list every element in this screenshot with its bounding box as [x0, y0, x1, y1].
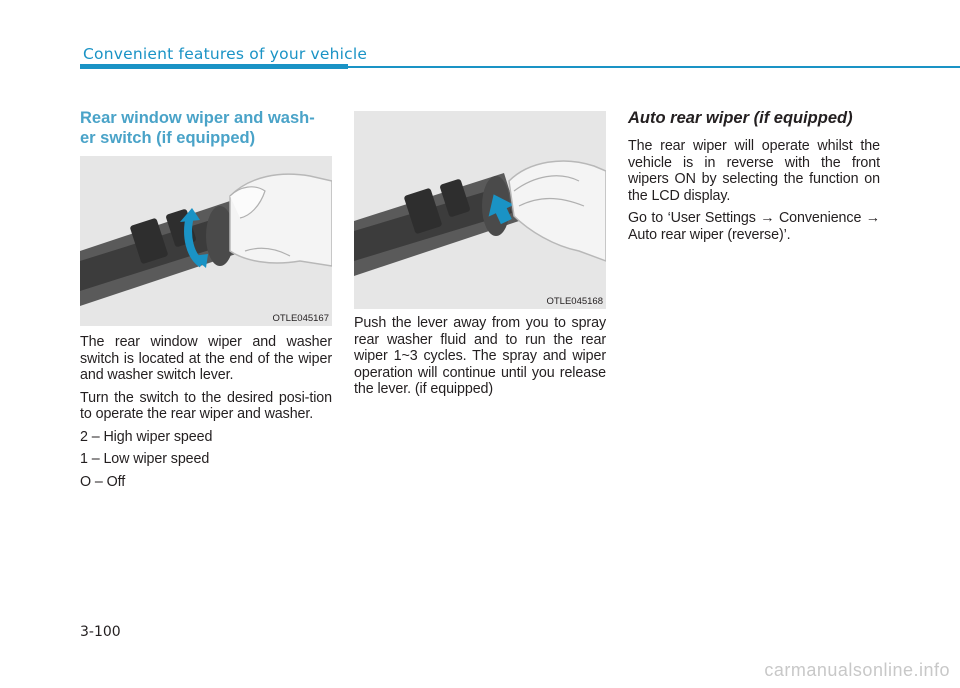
paragraph: Turn the switch to the desired posi-tion to operate the rear wiper and washer. — [80, 389, 332, 422]
wiper-lever-rotate-illustration — [80, 156, 332, 326]
figure-caption: OTLE045168 — [546, 296, 603, 307]
paragraph: The rear wiper will operate whilst the vehicle is in reverse with the front wipers ON by selecting the function on the LCD display. — [628, 138, 880, 204]
speed-item-low: 1 – Low wiper speed — [80, 451, 210, 467]
section-title-line1: Rear window wiper and wash- — [80, 109, 315, 127]
section-title-line2: er switch (if equipped) — [80, 129, 256, 147]
body-text — [628, 138, 880, 243]
wiper-lever-push-illustration — [354, 111, 606, 309]
column-3 — [628, 108, 880, 249]
body-text — [354, 315, 606, 398]
paragraph: Push the lever away from you to spray rear washer fluid and to run the rear wiper 1~3 cycles. The spray and wiper operation will continue until you release the lever. (if equipped) — [354, 315, 606, 397]
paragraph: The rear window wiper and washer switch is located at the end of the wiper and washer switch lever. — [80, 334, 332, 383]
speed-item-off: O – Off — [80, 473, 126, 490]
column-2 — [354, 111, 606, 404]
watermark: carmanualsonline.info — [764, 660, 950, 680]
figure-washer-push — [354, 111, 606, 309]
header-rule — [348, 66, 960, 68]
figure-caption: OTLE045167 — [272, 313, 329, 324]
column-1 — [80, 108, 332, 496]
figure-rear-wiper-switch — [80, 156, 332, 326]
header-accent-bar — [80, 64, 348, 69]
page-number: 3-100 — [80, 624, 121, 640]
speed-item-high: 2 – High wiper speed — [80, 428, 213, 445]
page-header-title: Convenient features of your vehicle — [83, 45, 368, 63]
subsection-title: Auto rear wiper (if equipped) — [628, 109, 853, 127]
section-title — [80, 108, 332, 148]
paragraph: Go to ‘User Settings → Convenience → Auto rear wiper (reverse)’. — [628, 210, 880, 243]
body-text — [80, 334, 332, 490]
